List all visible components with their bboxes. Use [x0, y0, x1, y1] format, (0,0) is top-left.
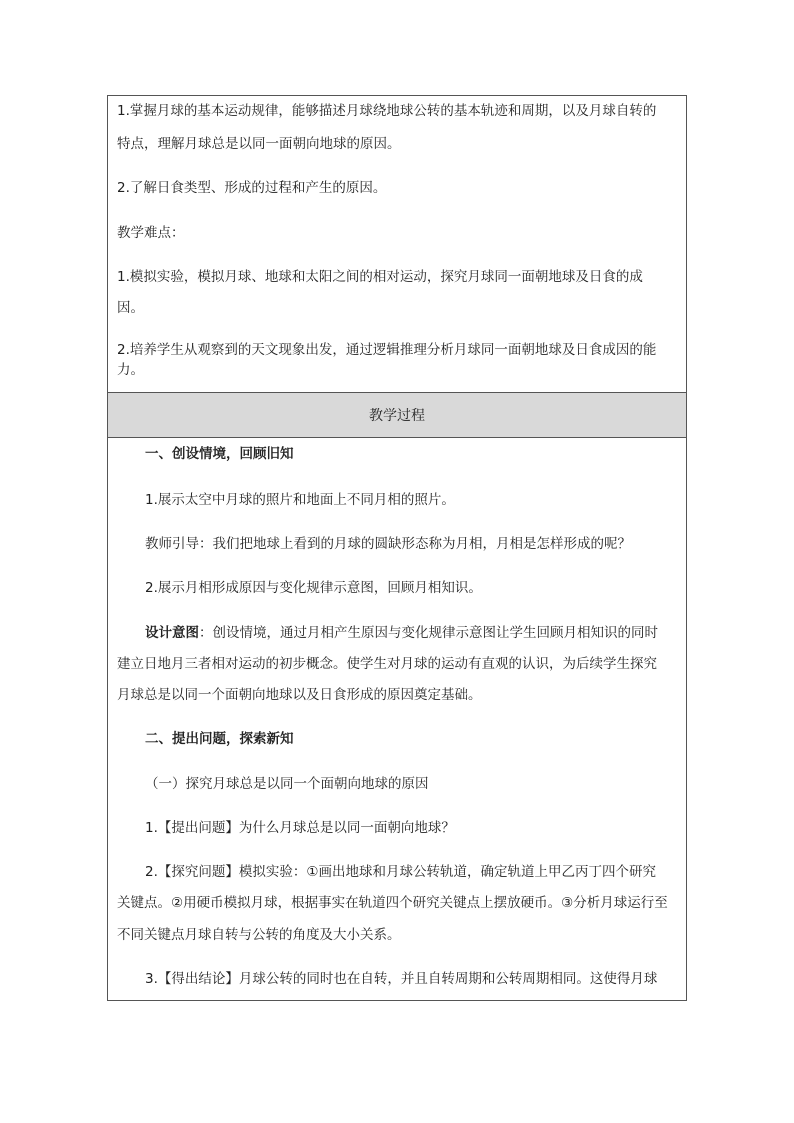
section-header — [108, 393, 686, 437]
heading-1: 一、创设情境，回顾旧知 — [145, 446, 294, 462]
design-intent-label: 设计意图 — [145, 625, 199, 641]
paragraph-3: 2.展示月相形成原因与变化规律示意图，回顾月相知识。 — [145, 580, 482, 596]
design-intent-text: ：创设情境，通过月相产生原因与变化规律示意图让学生回顾月相知识的同时 — [199, 625, 658, 641]
difficulty-heading: 教学难点： — [117, 225, 185, 241]
objective-line-3: 2.了解日食类型、形成的过程和产生的原因。 — [117, 180, 387, 196]
design-intent-line-3: 月球总是以同一个面朝向地球以及日食形成的原因奠定基础。 — [117, 687, 482, 703]
question-2-line-1: 2.【探究问题】模拟实验：①画出地球和月球公转轨道，确定轨道上甲乙丙丁四个研究 — [145, 864, 656, 880]
heading-2: 二、提出问题，探索新知 — [145, 731, 294, 747]
subheading-1: （一）探究月球总是以同一个面朝向地球的原因 — [145, 776, 429, 792]
table-divider-2 — [107, 437, 687, 438]
section-header-title: 教学过程 — [369, 408, 425, 424]
table-bottom-border — [107, 1000, 687, 1001]
difficulty-line-3: 2.培养学生从观察到的天文现象出发，通过逻辑推理分析月球同一面朝地球及日食成因的能 — [117, 342, 657, 358]
table-top-border — [107, 95, 687, 96]
objective-line-2: 特点，理解月球总是以同一面朝向地球的原因。 — [117, 136, 401, 152]
difficulty-line-1: 1.模拟实验，模拟月球、地球和太阳之间的相对运动，探究月球同一面朝地球及日食的成 — [117, 269, 643, 285]
question-2-line-2: 关键点。②用硬币模拟月球，根据事实在轨道四个研究关键点上摆放硬币。③分析月球运行至 — [117, 895, 668, 911]
question-2-line-3: 不同关键点月球自转与公转的角度及大小关系。 — [117, 927, 401, 943]
difficulty-line-4: 力。 — [117, 362, 144, 378]
objective-line-1: 1.掌握月球的基本运动规律，能够描述月球绕地球公转的基本轨迹和周期，以及月球自转的 — [117, 103, 657, 119]
paragraph-2: 教师引导：我们把地球上看到的月球的圆缺形态称为月相，月相是怎样形成的呢？ — [145, 536, 631, 552]
difficulty-line-2: 因。 — [117, 300, 144, 316]
question-3: 3.【得出结论】月球公转的同时也在自转，并且自转周期和公转周期相同。这使得月球 — [145, 971, 658, 987]
design-intent-line-1 — [145, 623, 658, 643]
paragraph-1: 1.展示太空中月球的照片和地面上不同月相的照片。 — [145, 492, 455, 508]
question-1: 1.【提出问题】为什么月球总是以同一面朝向地球？ — [145, 820, 455, 836]
design-intent-line-2: 建立日地月三者相对运动的初步概念。使学生对月球的运动有直观的认识，为后续学生探究 — [117, 656, 657, 672]
